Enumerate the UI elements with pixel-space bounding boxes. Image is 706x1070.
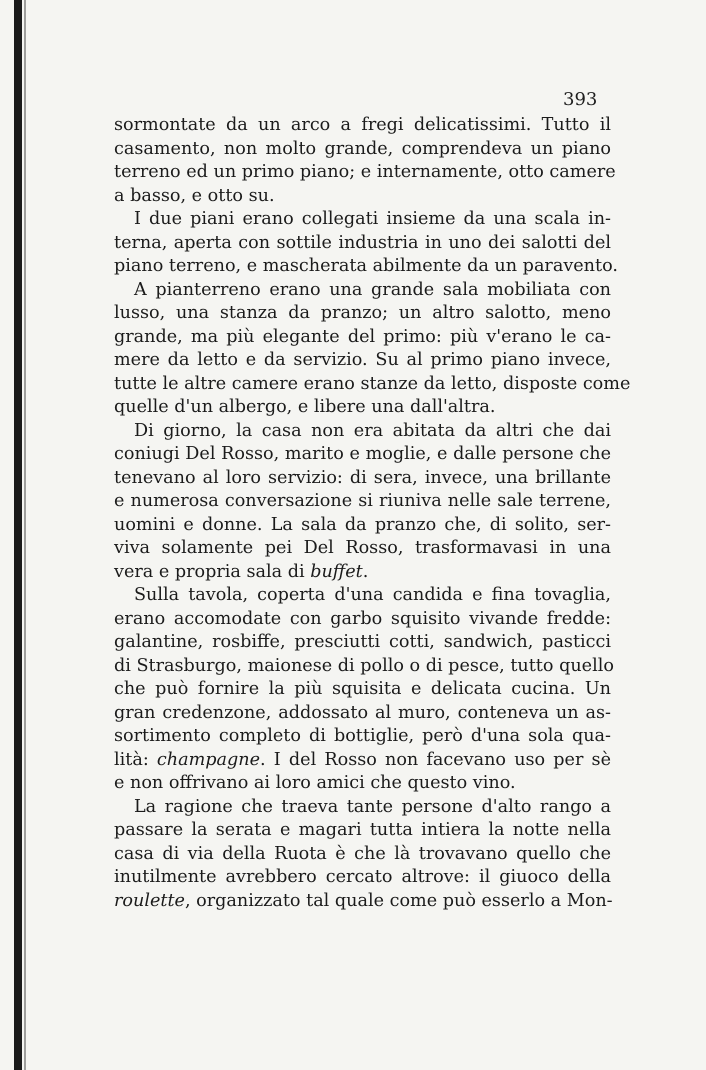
text-line: tutte le altre camere erano stanze da letto, disposte come: [114, 373, 631, 394]
text-line: Di giorno, la casa non era abitata da altri che dai: [134, 420, 611, 441]
text-line: sortimento completo di bottiglie, però d'una sola qua-: [114, 726, 611, 746]
paragraph-2: [114, 208, 618, 279]
page-binding-shadow: [24, 0, 26, 1070]
text-line: e numerosa conversazione si riuniva nelle sale terrene,: [114, 491, 611, 511]
paragraph-6: [114, 796, 611, 914]
text-line: La ragione che traeva tante persone d'alto rango a: [134, 796, 611, 817]
text-line: passare la serata e magari tutta intiera la notte nella: [114, 820, 611, 840]
text-line: [114, 749, 611, 773]
text-line: mere da letto e da servizio. Su al primo piano invece,: [114, 350, 611, 370]
text-line: casamento, non molto grande, comprendeva un piano: [114, 138, 611, 159]
text-line: di Strasburgo, maionese di pollo o di pesce, tutto quello: [114, 655, 614, 676]
text-line: tenevano al loro servizio: di sera, invece, una brillante: [114, 467, 611, 488]
text-line: terna, aperta con sottile industria in uno dei salotti del: [114, 232, 611, 253]
text-line: I due piani erano collegati insieme da una scala in-: [134, 209, 611, 229]
body-text: [114, 114, 631, 913]
paragraph-5: [114, 584, 614, 796]
text-fragment: lità:: [114, 749, 157, 770]
text-line: inutilmente avrebbero cercato altrove: il giuoco della: [114, 867, 611, 887]
text-line: lusso, una stanza da pranzo; un altro salotto, meno: [114, 303, 611, 323]
text-line: galantine, rosbiffe, presciutti cotti, sandwich, pasticci: [114, 632, 611, 652]
text-line: che può fornire la più squisita e delicata cucina. Un: [114, 679, 611, 699]
page-number: 393: [563, 89, 598, 110]
text-line: terreno ed un primo piano; e internamente, otto camere: [114, 162, 616, 182]
text-line: sormontate da un arco a fregi delicatissimi. Tutto il: [114, 115, 611, 135]
text-line: quelle d'un albergo, e libere una dall'altra.: [114, 397, 496, 417]
text-fragment: . I del Rosso non facevano uso per sè: [260, 749, 611, 770]
text-line: grande, ma più elegante del primo: più v'erano le ca-: [114, 326, 611, 347]
paragraph-1: [114, 114, 616, 208]
text-fragment: , organizzato tal quale come può esserlo a Mon-: [184, 890, 613, 911]
text-line: A pianterreno erano una grande sala mobiliata con: [134, 279, 611, 300]
text-line: [114, 561, 611, 585]
italic-term: buffet: [310, 561, 363, 582]
text-line: uomini e donne. La sala da pranzo che, di solito, ser-: [114, 514, 611, 535]
text-fragment: .: [362, 561, 369, 582]
paragraph-3: [114, 279, 631, 420]
italic-term: champagne: [156, 749, 261, 770]
text-line: casa di via della Ruota è che là trovavano quello che: [114, 843, 611, 864]
text-line: coniugi Del Rosso, marito e moglie, e dalle persone che: [114, 444, 611, 464]
text-line: erano accomodate con garbo squisito vivande fredde:: [114, 608, 611, 629]
text-line: Sulla tavola, coperta d'una candida e fina tovaglia,: [134, 585, 611, 605]
text-line: e non offrivano ai loro amici che questo vino.: [114, 773, 516, 793]
italic-term: roulette: [114, 890, 185, 911]
text-line: a basso, e otto su.: [114, 185, 275, 206]
text-fragment: vera e propria sala di: [114, 561, 311, 582]
text-line: gran credenzone, addossato al muro, conteneva un as-: [114, 702, 611, 723]
text-line: viva solamente pei Del Rosso, trasformavasi in una: [114, 538, 611, 558]
page-binding-edge: [14, 0, 22, 1070]
paragraph-4: [114, 420, 611, 585]
text-line: piano terreno, e mascherata abilmente da un paravento.: [114, 256, 618, 276]
text-line: [114, 890, 611, 914]
